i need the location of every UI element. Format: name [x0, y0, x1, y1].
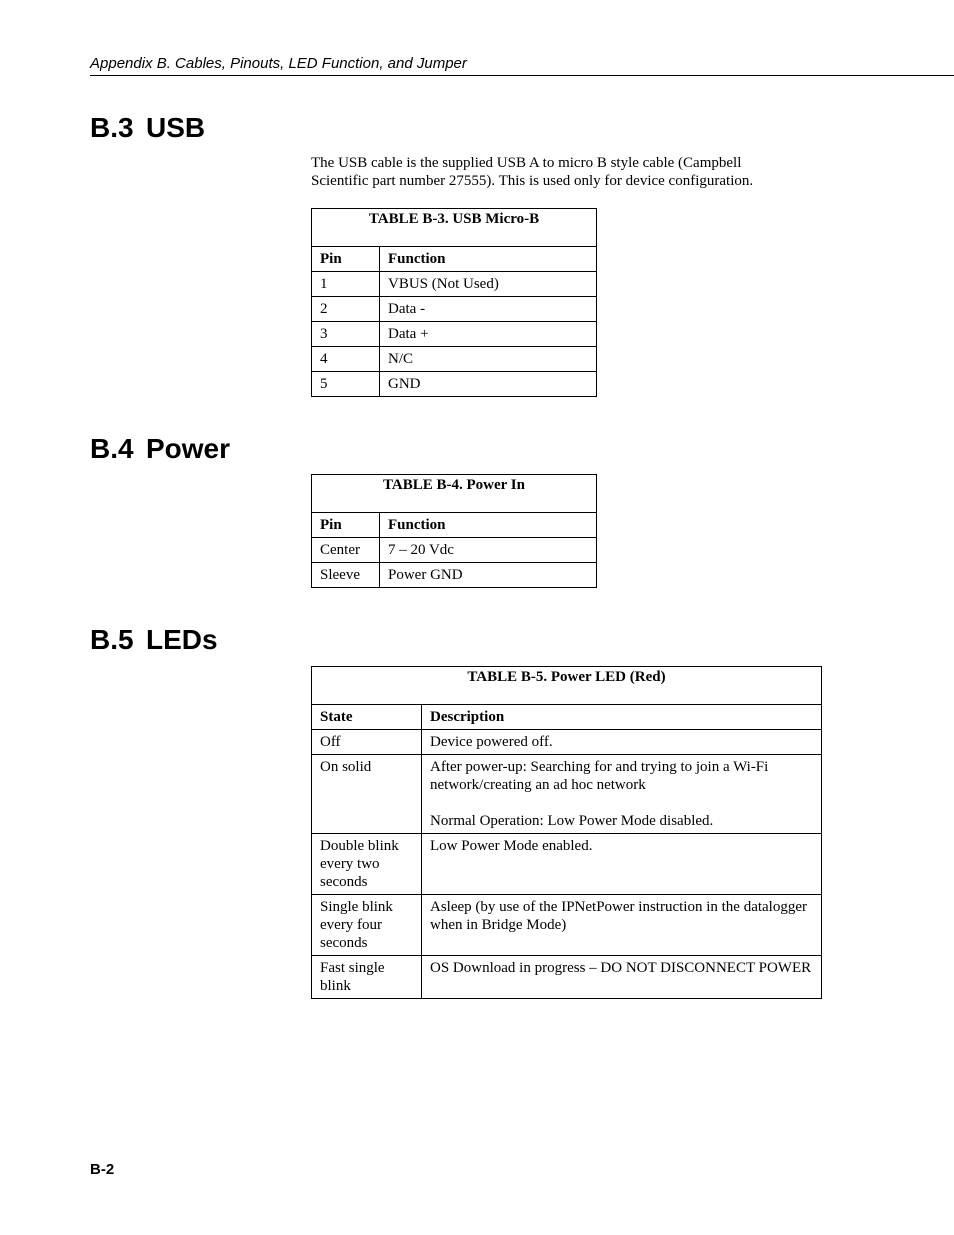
- table-usb-micro-b: [311, 208, 597, 397]
- cell-pin: Center: [312, 538, 380, 563]
- section-title: USB: [146, 112, 206, 143]
- running-header: Appendix B. Cables, Pinouts, LED Function, and Jumper: [90, 55, 954, 76]
- cell-pin: 3: [312, 322, 380, 347]
- section-title: LEDs: [146, 624, 218, 655]
- column-header: Function: [380, 513, 597, 538]
- table-row: [312, 322, 597, 347]
- section-heading-usb: [90, 112, 205, 144]
- section-number: B.5: [90, 624, 134, 655]
- section-number: B.4: [90, 433, 134, 464]
- column-header: Pin: [312, 513, 380, 538]
- column-header: State: [312, 705, 422, 730]
- cell-pin: 2: [312, 297, 380, 322]
- table-row: [312, 347, 597, 372]
- table-row: [312, 755, 822, 834]
- table-row: [312, 730, 822, 755]
- cell-pin: 4: [312, 347, 380, 372]
- section-title: Power: [146, 433, 231, 464]
- cell-pin: 1: [312, 272, 380, 297]
- cell-function: Data +: [380, 322, 597, 347]
- cell-description: Low Power Mode enabled.: [422, 834, 822, 895]
- table-row: [312, 297, 597, 322]
- cell-pin: 5: [312, 372, 380, 397]
- table-row: [312, 834, 822, 895]
- table-row: [312, 895, 822, 956]
- cell-function: GND: [380, 372, 597, 397]
- cell-state: Single blink every four seconds: [312, 895, 422, 956]
- table-power-led: [311, 666, 822, 999]
- column-header: Description: [422, 705, 822, 730]
- cell-function: N/C: [380, 347, 597, 372]
- table-caption: TABLE B-3. USB Micro-B: [312, 209, 597, 247]
- cell-description: Asleep (by use of the IPNetPower instruction in the datalogger when in Bridge Mode): [422, 895, 822, 956]
- cell-state: On solid: [312, 755, 422, 834]
- cell-state: Double blink every two seconds: [312, 834, 422, 895]
- table-row: [312, 272, 597, 297]
- usb-description: The USB cable is the supplied USB A to micro B style cable (Campbell Scientific part number 27555). This is used only for device configuration.: [311, 155, 754, 189]
- cell-function: 7 – 20 Vdc: [380, 538, 597, 563]
- cell-function: Power GND: [380, 563, 597, 588]
- cell-pin: Sleeve: [312, 563, 380, 588]
- section-heading-leds: [90, 624, 218, 656]
- table-row: [312, 956, 822, 999]
- table-row: [312, 538, 597, 563]
- cell-description: OS Download in progress – DO NOT DISCONNECT POWER: [422, 956, 822, 999]
- column-header: Pin: [312, 247, 380, 272]
- cell-state: Off: [312, 730, 422, 755]
- section-heading-power: [90, 433, 230, 465]
- cell-state: Fast single blink: [312, 956, 422, 999]
- cell-description: After power-up: Searching for and trying to join a Wi-Fi network/creating an ad hoc network Normal Operation: Low Power Mode disabled.: [422, 755, 822, 834]
- table-row: [312, 372, 597, 397]
- column-header: Function: [380, 247, 597, 272]
- table-caption: TABLE B-5. Power LED (Red): [312, 667, 822, 705]
- cell-function: Data -: [380, 297, 597, 322]
- table-power-in: [311, 474, 597, 588]
- section-number: B.3: [90, 112, 134, 143]
- page-number: B-2: [90, 1161, 115, 1178]
- cell-description: Device powered off.: [422, 730, 822, 755]
- table-row: [312, 563, 597, 588]
- table-caption: TABLE B-4. Power In: [312, 475, 597, 513]
- cell-function: VBUS (Not Used): [380, 272, 597, 297]
